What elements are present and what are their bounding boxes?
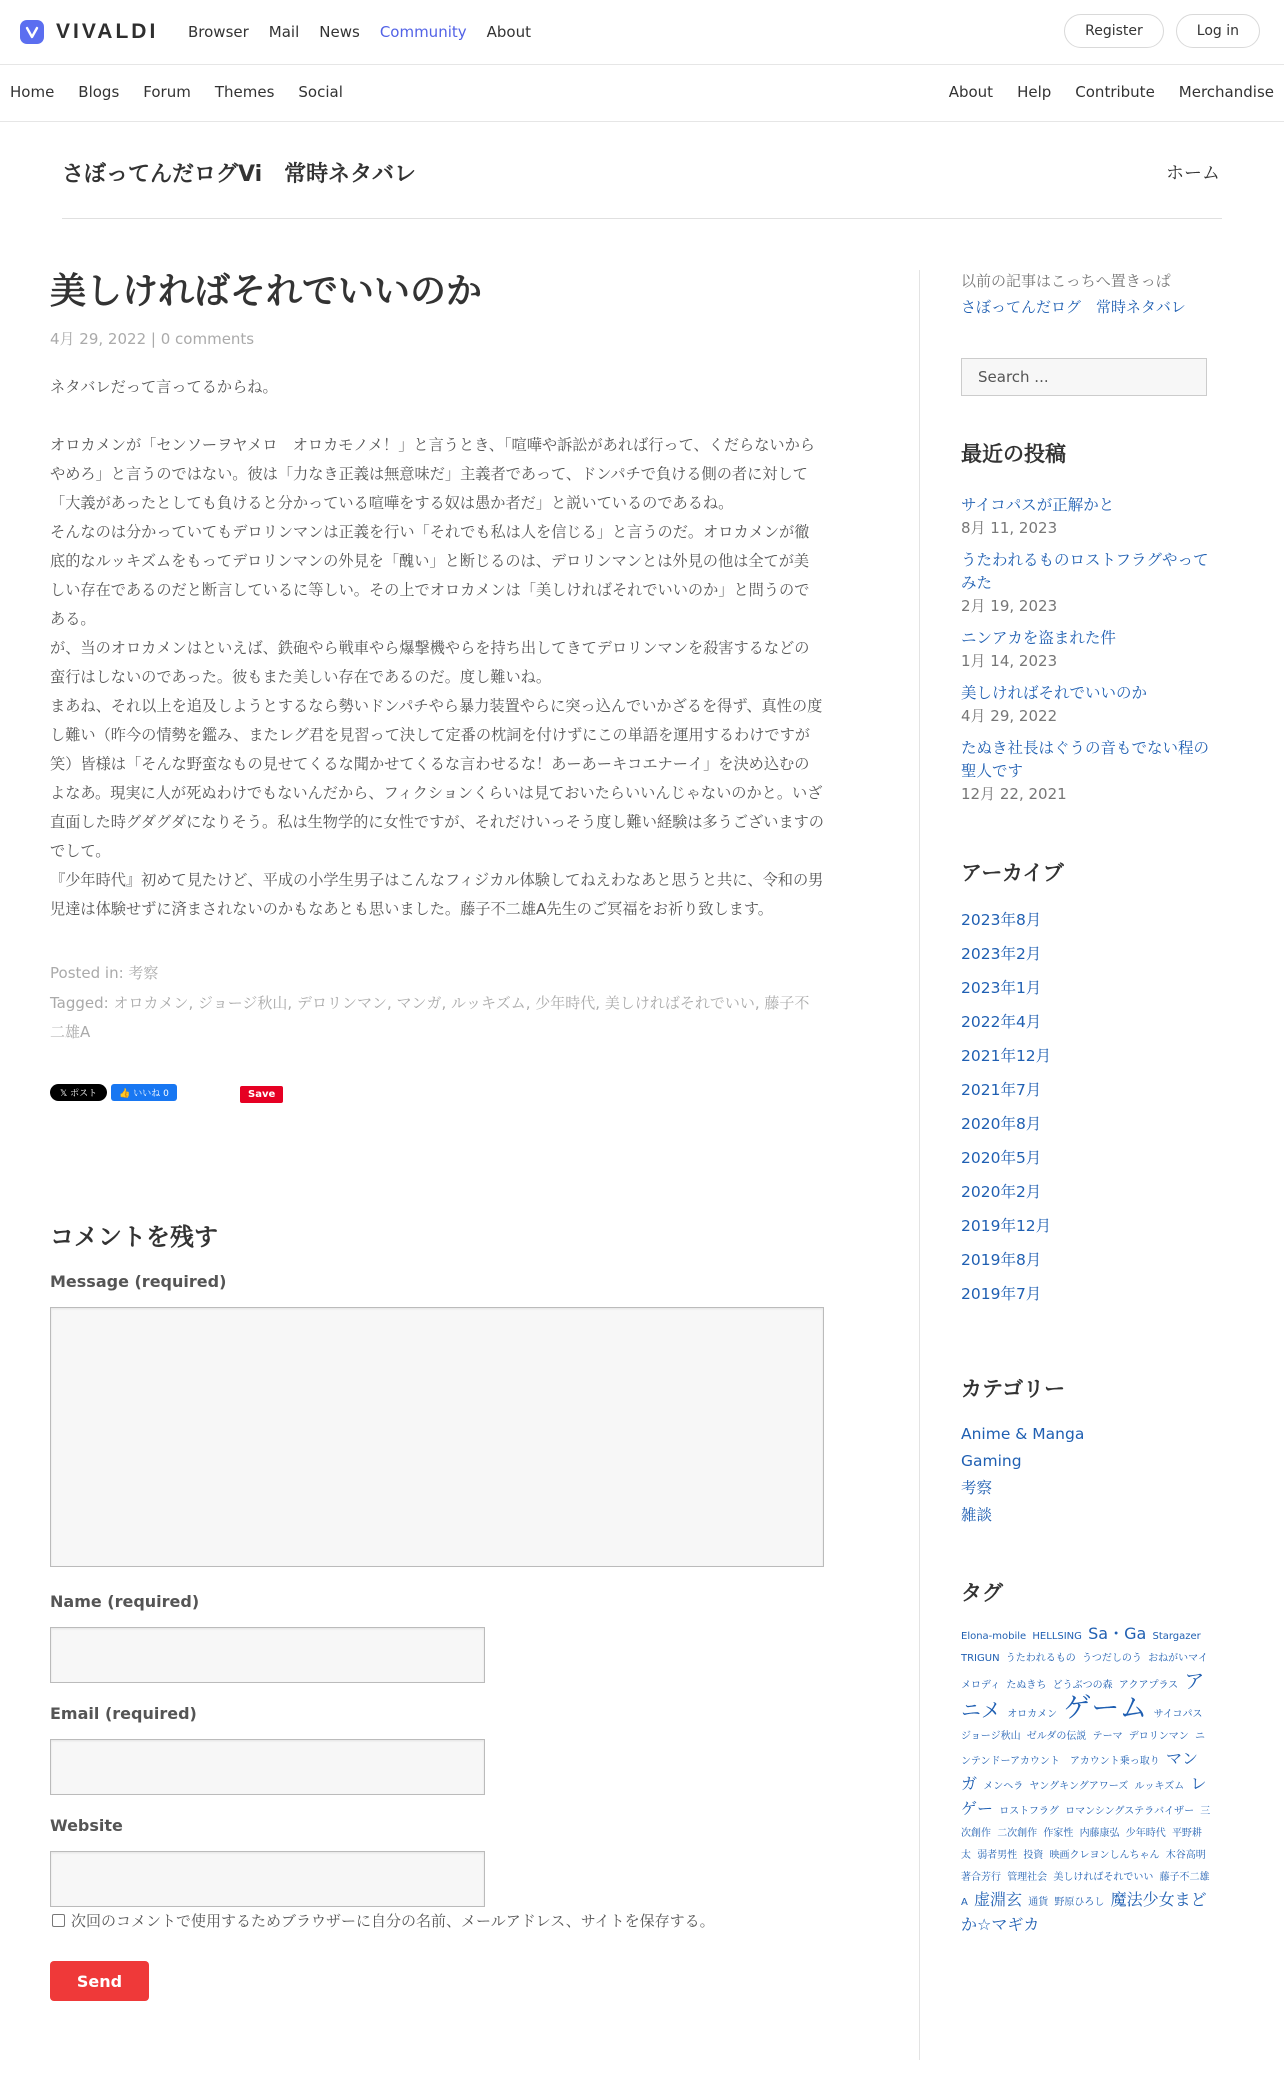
x-post-button[interactable]: 𝕏 ポスト (50, 1084, 107, 1101)
login-button[interactable]: Log in (1176, 14, 1260, 48)
auth-buttons (1064, 14, 1260, 48)
tag-link[interactable]: 三次創作 (961, 1806, 1211, 1839)
save-info-option (52, 1910, 715, 1931)
tag-link[interactable]: ゼルダの伝説 (1026, 1731, 1087, 1742)
post-intro: ネタバレだって言ってるからね。 (50, 378, 278, 396)
community-nav-help[interactable]: Help (1017, 83, 1052, 101)
archives-list (961, 903, 1211, 1311)
tag-link[interactable]: たぬきち (1006, 1680, 1047, 1691)
recent-post (961, 549, 1211, 617)
tag-link[interactable]: Elona-mobile (961, 1631, 1027, 1642)
tagged-label: Tagged: (50, 994, 109, 1012)
recent-post (961, 494, 1211, 539)
tag-link[interactable]: 美しければそれでいい (1053, 1872, 1154, 1883)
tag-link[interactable]: ルッキズム (1134, 1781, 1185, 1792)
tag-link[interactable]: アクアプラス (1118, 1680, 1179, 1691)
category-link[interactable]: Anime & Manga (961, 1425, 1085, 1443)
archive-link[interactable]: 2023年8月 (961, 911, 1042, 929)
tag-link[interactable]: うつだしのう (1081, 1653, 1142, 1664)
archive-link[interactable]: 2023年2月 (961, 945, 1042, 963)
top-nav-browser[interactable]: Browser (188, 23, 249, 41)
message-textarea[interactable] (50, 1307, 824, 1567)
recent-post-link[interactable]: ニンアカを盗まれた件 (961, 629, 1116, 647)
sidebar-intro (961, 268, 1211, 320)
tag-link[interactable]: デロリンマン (1128, 1731, 1189, 1742)
tag-link[interactable]: ヤングキングアワーズ (1029, 1781, 1129, 1792)
tag-link[interactable]: マンガ (961, 1749, 1199, 1793)
vivaldi-logo[interactable] (20, 20, 158, 44)
tag-link[interactable]: ジョージ秋山 (961, 1731, 1021, 1742)
archives-title: アーカイブ (961, 861, 1064, 885)
post-meta (50, 328, 824, 349)
tag-link[interactable]: 通貨 (1028, 1897, 1049, 1908)
meta-separator: | (150, 330, 156, 348)
tag-link[interactable]: 魔法少女まどか☆マギカ (961, 1890, 1207, 1934)
email-label: Email (required) (50, 1704, 197, 1723)
tag-link[interactable]: HELLSING (1032, 1631, 1082, 1642)
post-paragraph: が、当のオロカメンはといえば、鉄砲やら戦車やら爆撃機やらを持ち出してきてデロリンマンを殺害するなどの蛮行はしないのであった。彼もまた美しい存在であるのだ。度し難いね。 (50, 639, 810, 686)
post-title: 美しければそれでいいのか (50, 271, 483, 312)
sidebar-intro-text: 以前の記事はこっちへ置きっぱ (961, 272, 1171, 290)
tag-link[interactable]: サイコパス (1153, 1709, 1203, 1720)
post-body (50, 373, 824, 924)
tag-links[interactable]: オロカメン, ジョージ秋山, デロリンマン, マンガ, ルッキズム, 少年時代, 美しければそれでいい, 藤子不二雄A (50, 994, 810, 1041)
archive-link[interactable]: 2019年7月 (961, 1285, 1042, 1303)
community-nav (0, 65, 1284, 122)
tag-link[interactable]: 二次創作 (997, 1828, 1038, 1839)
tag-link[interactable]: メンヘラ (983, 1781, 1024, 1792)
tag-link[interactable]: 著合芳行 (961, 1872, 1001, 1883)
recent-post (961, 627, 1211, 672)
category-link[interactable]: 雑談 (961, 1506, 993, 1524)
recent-post-link[interactable]: たぬき社長はぐうの音もでない程の聖人です (961, 739, 1210, 780)
recent-post-link[interactable]: サイコパスが正解かと (961, 496, 1115, 514)
top-nav-mail[interactable]: Mail (268, 23, 300, 41)
tag-link[interactable]: テーマ (1092, 1731, 1123, 1742)
website-input[interactable] (50, 1851, 485, 1907)
archive-link[interactable]: 2020年5月 (961, 1149, 1042, 1167)
sidebar-divider (919, 270, 920, 2060)
recent-posts (961, 494, 1211, 805)
community-nav-blogs[interactable]: Blogs (78, 83, 120, 101)
post-paragraph: まあね、それ以上を追及しようとするなら勢いドンパチやら暴力装置やらに突っ込んでいかざるを得ず、真性の度し難い（昨今の情勢を鑑み、またレグ君を見習って決して定番の枕詞を付けずにこの単語を運用するわけですが笑）皆様は「そんな野蛮なもの見せてくるな聞かせてくるな言わせるな！あーあーキコエナーイ」を決め込むのよなあ。現実に人が死ぬわけでもないんだから、フィクションくらいは見ておいたらいいんじゃないのかと。いざ直面した時グダグダになりそう。私は生物学的に女性ですが、それだけいっそう度し難い経験は多うございますのでして。 (50, 697, 824, 860)
tag-link[interactable]: 映画クレヨンしんちゃん (1049, 1850, 1160, 1861)
recent-post-date: 4月 29, 2022 (961, 707, 1058, 725)
top-nav-news[interactable]: News (319, 23, 360, 41)
tag-link[interactable]: アニメ (961, 1669, 1205, 1722)
tag-link[interactable]: 作家性 (1043, 1828, 1074, 1839)
recent-post (961, 682, 1211, 727)
post-paragraph: オロカメンが「センソーヲヤメロ オロカモノメ！」と言うとき、「喧嘩や訴訟があれば行って、くだらないからやめろ」と言うのではない。彼は「力なき正義は無意味だ」主義者であって、ドンパチで負ける側の者に対して「大義があったとしても負けると分かっている喧嘩をする奴は愚か者だ」と説いているのであるね。 (50, 436, 815, 512)
tag-link[interactable]: 平野耕太 (961, 1828, 1202, 1861)
send-button[interactable]: Send (50, 1961, 149, 2001)
tag-link[interactable]: 野原ひろし (1054, 1897, 1105, 1908)
top-nav (188, 23, 531, 41)
community-nav-left (10, 83, 343, 101)
vivaldi-logo-icon (20, 20, 44, 44)
archive-link[interactable]: 2021年7月 (961, 1081, 1042, 1099)
website-label: Website (50, 1816, 123, 1835)
community-nav-home[interactable]: Home (10, 83, 55, 101)
top-nav-about[interactable]: About (486, 23, 531, 41)
tag-link[interactable]: 内藤康弘 (1079, 1828, 1120, 1839)
old-blog-link[interactable]: さぼってんだログ 常時ネタバレ (961, 298, 1186, 316)
blog-home-link[interactable]: ホーム (1166, 163, 1220, 184)
post-date: 4月 29, 2022 (50, 330, 147, 348)
community-nav-contribute[interactable]: Contribute (1075, 83, 1155, 101)
tag-link[interactable]: ニンテンドーアカウント アカウント乗っ取り (961, 1731, 1205, 1767)
archive-link[interactable]: 2022年4月 (961, 1013, 1042, 1031)
top-bar (0, 0, 1284, 65)
community-nav-about[interactable]: About (948, 83, 994, 101)
tag-link[interactable]: 弱者男性 (977, 1850, 1018, 1861)
comments-count-link[interactable]: 0 comments (160, 330, 255, 348)
tag-link[interactable]: ロマンシングステラバイザー (1065, 1806, 1195, 1817)
tag-link[interactable]: オロカメン (1007, 1709, 1058, 1720)
save-info-checkbox[interactable] (52, 1914, 65, 1927)
archive-link[interactable]: 2020年2月 (961, 1183, 1042, 1201)
comment-form-title: コメントを残す (50, 1223, 218, 1251)
community-nav-merchandise[interactable]: Merchandise (1178, 83, 1274, 101)
article (50, 268, 824, 1103)
name-label: Name (required) (50, 1592, 200, 1611)
recent-post-date: 12月 22, 2021 (961, 785, 1067, 803)
tag-link[interactable]: 投資 (1023, 1850, 1044, 1861)
archive-link[interactable]: 2020年8月 (961, 1115, 1042, 1133)
categories-title: カテゴリー (961, 1377, 1066, 1401)
name-input[interactable] (50, 1627, 485, 1683)
categories-list (961, 1421, 1211, 1529)
save-info-label: 次回のコメントで使用するためブラウザーに自分の名前、メールアドレス、サイトを保存する。 (71, 1912, 715, 1930)
tag-link[interactable]: 虚淵玄 (974, 1890, 1023, 1909)
facebook-like-label: いいね 0 (133, 1088, 169, 1099)
tags-title: タグ (961, 1581, 1003, 1605)
community-nav-right (949, 83, 1274, 101)
tag-link[interactable]: 管理社会 (1007, 1872, 1048, 1883)
community-nav-social[interactable]: Social (298, 83, 343, 101)
pinterest-save-button[interactable]: Save (240, 1086, 283, 1103)
archive-link[interactable]: 2021年12月 (961, 1047, 1052, 1065)
post-paragraph: そんなのは分かっていてもデロリンマンは正義を行い「それでも私は人を信じる」と言うのだ。オロカメンが徹底的なルッキズムをもってデロリンマンの外見を「醜い」と断じるのは、デロリンマンとは外見の他は全てが美しい存在であるのだと断言しているに等しい。その上でオロカメンは「美しければそれでいいのか」と問うのである。 (50, 523, 810, 628)
tag-link[interactable]: Sa・Ga (1088, 1624, 1147, 1643)
posted-in (50, 962, 824, 983)
tag-link[interactable]: 少年時代 (1125, 1828, 1166, 1839)
brand-name: VIVALDI (56, 20, 159, 43)
tag-link[interactable]: ゲーム (1063, 1691, 1148, 1724)
posted-in-label: Posted in: (50, 964, 124, 982)
post-paragraph: 『少年時代』初めて見たけど、平成の小学生男子はこんなフィジカル体験してねえわなあと思うと共に、令和の男児達は体験せずに済まされないのかもなあとも思いました。藤子不二雄A先生のご冥福をお祈り致します。 (50, 871, 824, 918)
recent-post-date: 8月 11, 2023 (961, 519, 1058, 537)
recent-post-date: 1月 14, 2023 (961, 652, 1058, 670)
search-input[interactable]: Search ... (961, 358, 1207, 396)
tag-link[interactable]: Stargazer (1152, 1631, 1201, 1642)
tag-link[interactable]: おねがいマイメロディ (961, 1653, 1208, 1691)
share-buttons (50, 1081, 824, 1103)
tag-cloud (961, 1623, 1211, 1939)
tag-link[interactable]: うたわれるもの (1005, 1653, 1076, 1664)
tag-link[interactable]: 木谷高明 (1165, 1850, 1206, 1861)
recent-posts-title: 最近の投稿 (961, 442, 1066, 466)
recent-post-link[interactable]: 美しければそれでいいのか (961, 684, 1148, 702)
register-button[interactable]: Register (1064, 14, 1164, 48)
archive-link[interactable]: 2019年8月 (961, 1251, 1042, 1269)
blog-title[interactable]: さぼってんだログVi 常時ネタバレ (62, 162, 416, 187)
header-divider (62, 218, 1222, 219)
top-nav-community[interactable]: Community (379, 23, 467, 41)
archive-link[interactable]: 2023年1月 (961, 979, 1042, 997)
tag-link[interactable]: 藤子不二雄A (961, 1872, 1210, 1908)
category-link[interactable]: 考察 (961, 1479, 993, 1497)
tag-link[interactable]: ロストフラグ (999, 1806, 1059, 1817)
tagged (50, 989, 824, 1047)
email-input[interactable] (50, 1739, 485, 1795)
x-post-label: ポスト (70, 1088, 98, 1099)
archive-link[interactable]: 2019年12月 (961, 1217, 1052, 1235)
recent-post-link[interactable]: うたわれるものロストフラグやってみた (961, 551, 1209, 592)
recent-post-date: 2月 19, 2023 (961, 597, 1058, 615)
message-label: Message (required) (50, 1272, 227, 1291)
category-link[interactable]: 考察 (128, 964, 159, 982)
tag-link[interactable]: レゲー (961, 1774, 1207, 1818)
paragraph-gap (50, 402, 824, 431)
facebook-like-button[interactable]: 👍 いいね 0 (111, 1084, 177, 1101)
category-link[interactable]: Gaming (961, 1452, 1022, 1470)
community-nav-forum[interactable]: Forum (143, 83, 191, 101)
sidebar (961, 268, 1211, 1939)
tag-link[interactable]: どうぶつの森 (1052, 1680, 1113, 1691)
tag-link[interactable]: TRIGUN (961, 1653, 1000, 1664)
community-nav-themes[interactable]: Themes (214, 83, 275, 101)
recent-post (961, 737, 1211, 805)
